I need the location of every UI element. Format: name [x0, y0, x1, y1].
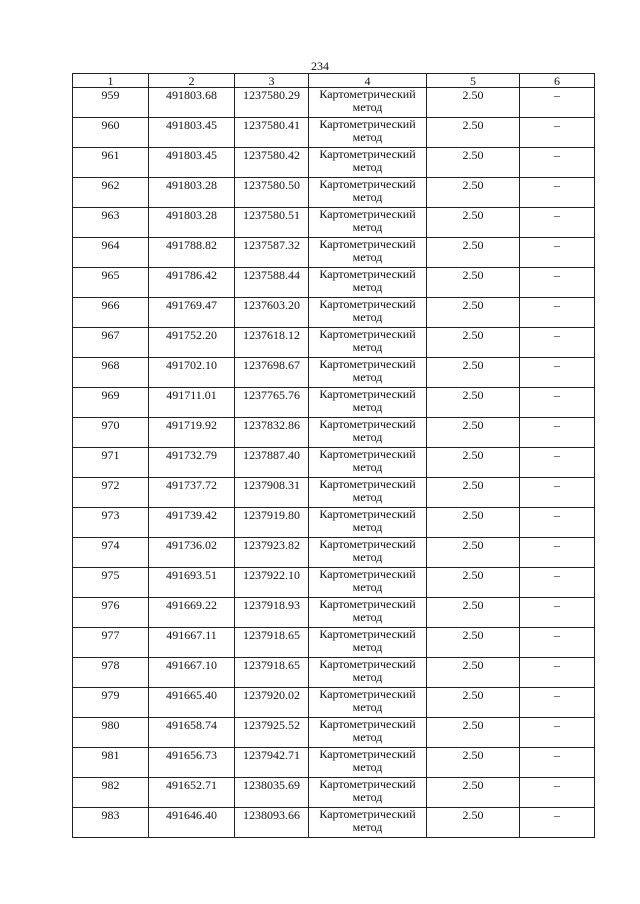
x-coordinate-cell: 491786.42 — [149, 268, 235, 298]
y-coordinate-cell: 1237918.65 — [235, 658, 309, 688]
method-line-1: Картометрический — [319, 327, 416, 341]
method-line-2: метод — [352, 520, 383, 534]
header-cell-5: 5 — [427, 74, 520, 88]
accuracy-cell: 2.50 — [427, 178, 520, 208]
note-cell: – — [520, 538, 595, 568]
y-coordinate-cell: 1237580.42 — [235, 148, 309, 178]
method-cell — [309, 418, 427, 448]
table-row — [73, 778, 595, 808]
method-line-2: метод — [352, 280, 383, 294]
method-cell — [309, 748, 427, 778]
accuracy-cell: 2.50 — [427, 88, 520, 118]
method-line-2: метод — [352, 730, 383, 744]
method-cell — [309, 148, 427, 178]
table-row — [73, 568, 595, 598]
method-line-2: метод — [352, 190, 383, 204]
accuracy-cell: 2.50 — [427, 238, 520, 268]
table-row — [73, 238, 595, 268]
accuracy-cell: 2.50 — [427, 658, 520, 688]
x-coordinate-cell: 491646.40 — [149, 808, 235, 838]
x-coordinate-cell: 491739.42 — [149, 508, 235, 538]
y-coordinate-cell: 1237922.10 — [235, 568, 309, 598]
note-cell: – — [520, 628, 595, 658]
table-row — [73, 538, 595, 568]
note-cell: – — [520, 778, 595, 808]
method-cell — [309, 688, 427, 718]
x-coordinate-cell: 491803.28 — [149, 208, 235, 238]
method-line-2: метод — [352, 250, 383, 264]
y-coordinate-cell: 1238093.66 — [235, 808, 309, 838]
y-coordinate-cell: 1237942.71 — [235, 748, 309, 778]
method-line-2: метод — [352, 580, 383, 594]
point-number-cell: 977 — [73, 628, 149, 658]
x-coordinate-cell: 491769.47 — [149, 298, 235, 328]
y-coordinate-cell: 1238035.69 — [235, 778, 309, 808]
accuracy-cell: 2.50 — [427, 478, 520, 508]
x-coordinate-cell: 491803.45 — [149, 118, 235, 148]
method-line-1: Картометрический — [319, 747, 416, 761]
x-coordinate-cell: 491652.71 — [149, 778, 235, 808]
note-cell: – — [520, 718, 595, 748]
method-cell — [309, 658, 427, 688]
table-row — [73, 88, 595, 118]
table-row — [73, 388, 595, 418]
note-cell: – — [520, 88, 595, 118]
method-line-1: Картометрический — [319, 417, 416, 431]
y-coordinate-cell: 1237587.32 — [235, 238, 309, 268]
table-row — [73, 718, 595, 748]
x-coordinate-cell: 491803.68 — [149, 88, 235, 118]
x-coordinate-cell: 491693.51 — [149, 568, 235, 598]
x-coordinate-cell: 491669.22 — [149, 598, 235, 628]
note-cell: – — [520, 178, 595, 208]
method-cell — [309, 328, 427, 358]
method-line-1: Картометрический — [319, 597, 416, 611]
point-number-cell: 970 — [73, 418, 149, 448]
method-cell — [309, 178, 427, 208]
x-coordinate-cell: 491732.79 — [149, 448, 235, 478]
point-number-cell: 968 — [73, 358, 149, 388]
method-cell — [309, 478, 427, 508]
note-cell: – — [520, 358, 595, 388]
table-row — [73, 508, 595, 538]
method-line-2: метод — [352, 610, 383, 624]
note-cell: – — [520, 688, 595, 718]
table-row — [73, 298, 595, 328]
method-cell — [309, 208, 427, 238]
method-cell — [309, 118, 427, 148]
header-cell-2: 2 — [149, 74, 235, 88]
point-number-cell: 962 — [73, 178, 149, 208]
method-cell — [309, 778, 427, 808]
note-cell: – — [520, 448, 595, 478]
y-coordinate-cell: 1237698.67 — [235, 358, 309, 388]
accuracy-cell: 2.50 — [427, 538, 520, 568]
point-number-cell: 965 — [73, 268, 149, 298]
method-line-2: метод — [352, 550, 383, 564]
y-coordinate-cell: 1237918.93 — [235, 598, 309, 628]
accuracy-cell: 2.50 — [427, 508, 520, 538]
y-coordinate-cell: 1237832.86 — [235, 418, 309, 448]
accuracy-cell: 2.50 — [427, 388, 520, 418]
note-cell: – — [520, 388, 595, 418]
method-line-2: метод — [352, 790, 383, 804]
note-cell: – — [520, 508, 595, 538]
header-cell-3: 3 — [235, 74, 309, 88]
y-coordinate-cell: 1237580.50 — [235, 178, 309, 208]
note-cell: – — [520, 208, 595, 238]
note-cell: – — [520, 658, 595, 688]
table-row — [73, 598, 595, 628]
method-line-1: Картометрический — [319, 777, 416, 791]
method-cell — [309, 628, 427, 658]
x-coordinate-cell: 491736.02 — [149, 538, 235, 568]
accuracy-cell: 2.50 — [427, 688, 520, 718]
point-number-cell: 966 — [73, 298, 149, 328]
point-number-cell: 974 — [73, 538, 149, 568]
method-cell — [309, 568, 427, 598]
x-coordinate-cell: 491667.11 — [149, 628, 235, 658]
x-coordinate-cell: 491788.82 — [149, 238, 235, 268]
accuracy-cell: 2.50 — [427, 118, 520, 148]
method-line-2: метод — [352, 640, 383, 654]
table-row — [73, 208, 595, 238]
accuracy-cell: 2.50 — [427, 718, 520, 748]
y-coordinate-cell: 1237923.82 — [235, 538, 309, 568]
method-line-1: Картометрический — [319, 447, 416, 461]
method-line-1: Картометрический — [319, 177, 416, 191]
accuracy-cell: 2.50 — [427, 598, 520, 628]
y-coordinate-cell: 1237580.41 — [235, 118, 309, 148]
table-row — [73, 478, 595, 508]
point-number-cell: 967 — [73, 328, 149, 358]
accuracy-cell: 2.50 — [427, 748, 520, 778]
table-row — [73, 178, 595, 208]
accuracy-cell: 2.50 — [427, 358, 520, 388]
coordinates-table — [72, 73, 595, 838]
header-cell-4: 4 — [309, 74, 427, 88]
point-number-cell: 972 — [73, 478, 149, 508]
y-coordinate-cell: 1237908.31 — [235, 478, 309, 508]
accuracy-cell: 2.50 — [427, 448, 520, 478]
table-header-row — [73, 74, 595, 88]
method-line-2: метод — [352, 430, 383, 444]
x-coordinate-cell: 491658.74 — [149, 718, 235, 748]
method-cell — [309, 598, 427, 628]
method-line-1: Картометрический — [319, 687, 416, 701]
method-line-1: Картометрический — [319, 717, 416, 731]
accuracy-cell: 2.50 — [427, 268, 520, 298]
accuracy-cell: 2.50 — [427, 628, 520, 658]
y-coordinate-cell: 1237918.65 — [235, 628, 309, 658]
y-coordinate-cell: 1237588.44 — [235, 268, 309, 298]
point-number-cell: 969 — [73, 388, 149, 418]
note-cell: – — [520, 298, 595, 328]
method-line-1: Картометрический — [319, 657, 416, 671]
method-line-2: метод — [352, 670, 383, 684]
point-number-cell: 976 — [73, 598, 149, 628]
method-cell — [309, 88, 427, 118]
method-line-2: метод — [352, 310, 383, 324]
method-line-2: метод — [352, 340, 383, 354]
accuracy-cell: 2.50 — [427, 298, 520, 328]
method-line-1: Картометрический — [319, 537, 416, 551]
accuracy-cell: 2.50 — [427, 778, 520, 808]
accuracy-cell: 2.50 — [427, 148, 520, 178]
method-cell — [309, 358, 427, 388]
table-row — [73, 358, 595, 388]
accuracy-cell: 2.50 — [427, 808, 520, 838]
point-number-cell: 978 — [73, 658, 149, 688]
method-line-2: метод — [352, 400, 383, 414]
table-row — [73, 328, 595, 358]
header-cell-6: 6 — [520, 74, 595, 88]
note-cell: – — [520, 148, 595, 178]
x-coordinate-cell: 491719.92 — [149, 418, 235, 448]
method-line-2: метод — [352, 760, 383, 774]
note-cell: – — [520, 478, 595, 508]
point-number-cell: 981 — [73, 748, 149, 778]
method-line-2: метод — [352, 130, 383, 144]
method-line-1: Картометрический — [319, 807, 416, 821]
x-coordinate-cell: 491667.10 — [149, 658, 235, 688]
method-line-2: метод — [352, 460, 383, 474]
y-coordinate-cell: 1237580.29 — [235, 88, 309, 118]
x-coordinate-cell: 491665.40 — [149, 688, 235, 718]
x-coordinate-cell: 491702.10 — [149, 358, 235, 388]
point-number-cell: 979 — [73, 688, 149, 718]
method-line-2: метод — [352, 820, 383, 834]
note-cell: – — [520, 568, 595, 598]
y-coordinate-cell: 1237618.12 — [235, 328, 309, 358]
note-cell: – — [520, 598, 595, 628]
accuracy-cell: 2.50 — [427, 568, 520, 598]
method-cell — [309, 718, 427, 748]
method-line-2: метод — [352, 100, 383, 114]
method-line-2: метод — [352, 490, 383, 504]
point-number-cell: 960 — [73, 118, 149, 148]
table-row — [73, 148, 595, 178]
accuracy-cell: 2.50 — [427, 208, 520, 238]
point-number-cell: 963 — [73, 208, 149, 238]
method-line-1: Картометрический — [319, 357, 416, 371]
note-cell: – — [520, 748, 595, 778]
table-row — [73, 808, 595, 838]
table-body — [73, 74, 595, 838]
note-cell: – — [520, 328, 595, 358]
note-cell: – — [520, 268, 595, 298]
method-line-1: Картометрический — [319, 297, 416, 311]
y-coordinate-cell: 1237887.40 — [235, 448, 309, 478]
table-row — [73, 658, 595, 688]
method-cell — [309, 508, 427, 538]
y-coordinate-cell: 1237925.52 — [235, 718, 309, 748]
point-number-cell: 959 — [73, 88, 149, 118]
point-number-cell: 964 — [73, 238, 149, 268]
method-line-1: Картометрический — [319, 507, 416, 521]
table-row — [73, 448, 595, 478]
method-cell — [309, 268, 427, 298]
point-number-cell: 973 — [73, 508, 149, 538]
method-line-1: Картометрический — [319, 627, 416, 641]
method-cell — [309, 448, 427, 478]
x-coordinate-cell: 491737.72 — [149, 478, 235, 508]
x-coordinate-cell: 491803.45 — [149, 148, 235, 178]
note-cell: – — [520, 418, 595, 448]
x-coordinate-cell: 491656.73 — [149, 748, 235, 778]
method-line-2: метод — [352, 700, 383, 714]
method-line-2: метод — [352, 160, 383, 174]
method-cell — [309, 388, 427, 418]
point-number-cell: 982 — [73, 778, 149, 808]
method-cell — [309, 238, 427, 268]
y-coordinate-cell: 1237920.02 — [235, 688, 309, 718]
table-row — [73, 628, 595, 658]
table-row — [73, 688, 595, 718]
y-coordinate-cell: 1237919.80 — [235, 508, 309, 538]
method-line-1: Картометрический — [319, 387, 416, 401]
method-line-1: Картометрический — [319, 207, 416, 221]
header-cell-1: 1 — [73, 74, 149, 88]
table-row — [73, 748, 595, 778]
method-line-2: метод — [352, 370, 383, 384]
x-coordinate-cell: 491803.28 — [149, 178, 235, 208]
point-number-cell: 983 — [73, 808, 149, 838]
note-cell: – — [520, 808, 595, 838]
page-number: 234 — [311, 59, 329, 73]
method-line-1: Картометрический — [319, 87, 416, 101]
point-number-cell: 975 — [73, 568, 149, 598]
table-row — [73, 268, 595, 298]
accuracy-cell: 2.50 — [427, 328, 520, 358]
method-cell — [309, 538, 427, 568]
method-cell — [309, 298, 427, 328]
point-number-cell: 961 — [73, 148, 149, 178]
method-line-1: Картометрический — [319, 477, 416, 491]
table-row — [73, 418, 595, 448]
note-cell: – — [520, 238, 595, 268]
method-line-1: Картометрический — [319, 267, 416, 281]
point-number-cell: 980 — [73, 718, 149, 748]
accuracy-cell: 2.50 — [427, 418, 520, 448]
method-line-1: Картометрический — [319, 117, 416, 131]
y-coordinate-cell: 1237580.51 — [235, 208, 309, 238]
x-coordinate-cell: 491752.20 — [149, 328, 235, 358]
method-line-1: Картометрический — [319, 567, 416, 581]
point-number-cell: 971 — [73, 448, 149, 478]
y-coordinate-cell: 1237603.20 — [235, 298, 309, 328]
method-cell — [309, 808, 427, 838]
note-cell: – — [520, 118, 595, 148]
y-coordinate-cell: 1237765.76 — [235, 388, 309, 418]
table-row — [73, 118, 595, 148]
method-line-1: Картометрический — [319, 237, 416, 251]
method-line-2: метод — [352, 220, 383, 234]
x-coordinate-cell: 491711.01 — [149, 388, 235, 418]
method-line-1: Картометрический — [319, 147, 416, 161]
